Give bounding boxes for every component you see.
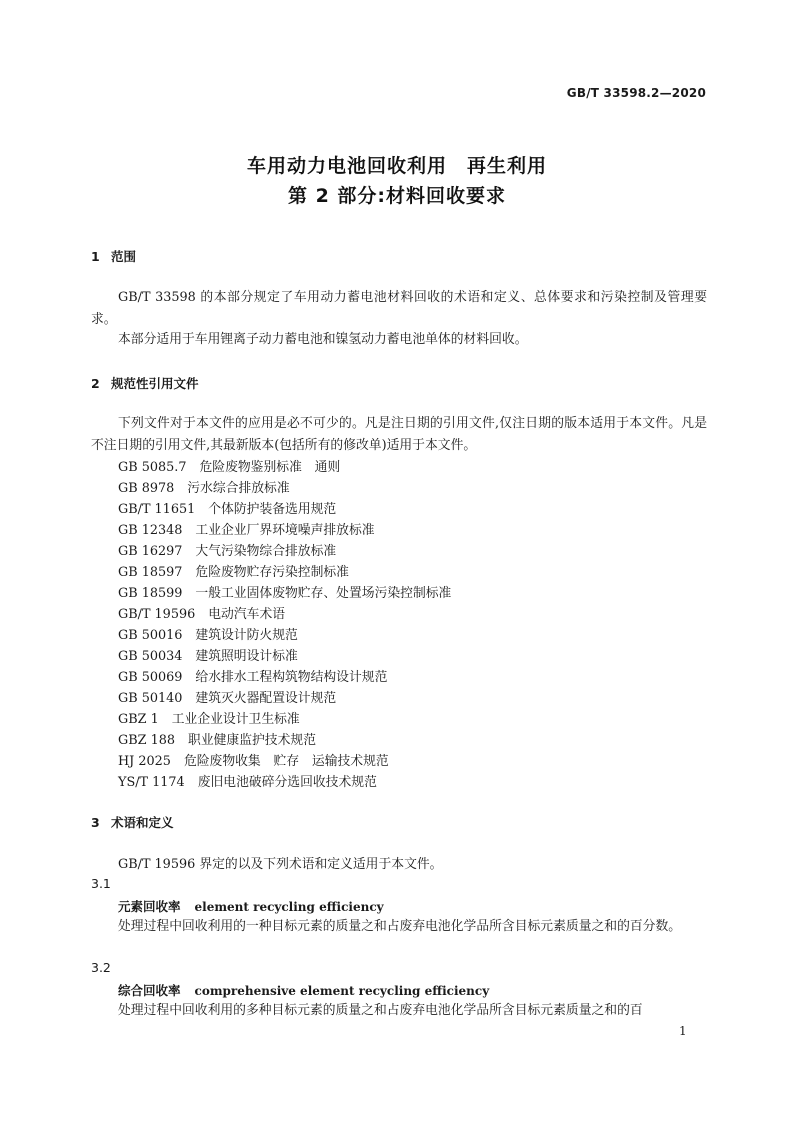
- reference-title: 电动汽车术语: [208, 607, 286, 622]
- reference-title: 工业企业设计卫生标准: [171, 712, 300, 727]
- term-definition: 处理过程中回收利用的多种目标元素的质量之和占废弃电池化学品所含目标元素质量之和的百: [118, 1003, 643, 1018]
- term-heading: [118, 981, 489, 999]
- reference-title: 危险废物贮存污染控制标准: [195, 565, 349, 580]
- reference-title: 一般工业固体废物贮存、处置场污染控制标准: [195, 586, 452, 601]
- reference-title: 职业健康监护技术规范: [188, 733, 316, 748]
- reference-title: 危险废物收集 贮存 运输技术规范: [183, 754, 389, 769]
- reference-item: [118, 771, 377, 790]
- reference-item: [118, 540, 336, 559]
- reference-code: GB 18599: [118, 586, 183, 601]
- reference-title: 大气污染物综合排放标准: [195, 544, 337, 559]
- reference-code: GB 50016: [118, 628, 183, 643]
- reference-code: GB/T 11651: [118, 502, 196, 517]
- section-2-heading: [91, 374, 199, 392]
- reference-item: [118, 645, 298, 664]
- reference-code: GB 50069: [118, 670, 183, 685]
- page-number: 1: [679, 1024, 687, 1038]
- reference-item: [118, 582, 451, 601]
- reference-item: [118, 603, 285, 622]
- reference-title: 污水综合排放标准: [187, 481, 290, 496]
- term-english: element recycling efficiency: [194, 900, 384, 914]
- section-number: 3: [91, 815, 100, 830]
- reference-title: 废旧电池破碎分选回收技术规范: [197, 775, 377, 790]
- section-2-intro: 下列文件对于本文件的应用是必不可少的。凡是注日期的引用文件,仅注日期的版本适用于本文件。凡是不注日期的引用文件,其最新版本(包括所有的修改单)适用于本文件。: [91, 416, 707, 453]
- reference-title: 危险废物鉴别标准 通则: [199, 460, 341, 475]
- section-title: 范围: [111, 249, 137, 264]
- standard-number: GB/T 33598.2—2020: [566, 86, 706, 100]
- section-3-heading: [91, 813, 174, 831]
- term-chinese: 元素回收率: [118, 899, 181, 914]
- reference-code: GB 8978: [118, 481, 175, 496]
- reference-item: [118, 519, 375, 538]
- reference-item: [118, 708, 300, 727]
- term-definition: 处理过程中回收利用的一种目标元素的质量之和占废弃电池化学品所含目标元素质量之和的百分数。: [118, 919, 682, 934]
- document-title-line1: 车用动力电池回收利用 再生利用: [246, 155, 547, 177]
- section-number: 2: [91, 376, 100, 391]
- reference-title: 建筑灭火器配置设计规范: [195, 691, 337, 706]
- section-3-intro: GB/T 19596 界定的以及下列术语和定义适用于本文件。: [118, 857, 443, 872]
- reference-item: [118, 498, 336, 517]
- reference-code: HJ 2025: [118, 754, 171, 769]
- section-title: 术语和定义: [111, 815, 174, 830]
- document-title-line2: 第 2 部分:材料回收要求: [287, 185, 507, 207]
- section-title: 规范性引用文件: [111, 376, 199, 391]
- term-english: comprehensive element recycling efficiency: [194, 984, 490, 998]
- reference-item: [118, 561, 349, 580]
- term-chinese: 综合回收率: [118, 983, 181, 998]
- reference-item: [118, 477, 290, 496]
- term-heading: [118, 897, 384, 915]
- reference-item: [118, 750, 389, 769]
- reference-item: [118, 729, 316, 748]
- reference-item: [118, 687, 336, 706]
- reference-code: GB 50140: [118, 691, 183, 706]
- reference-code: YS/T 1174: [118, 775, 185, 790]
- reference-code: GB 50034: [118, 649, 183, 664]
- reference-title: 建筑设计防火规范: [195, 628, 298, 643]
- reference-code: GB 18597: [118, 565, 183, 580]
- section-number: 1: [91, 249, 100, 264]
- reference-code: GBZ 1: [118, 712, 159, 727]
- section-1-paragraph-1: GB/T 33598 的本部分规定了车用动力蓄电池材料回收的术语和定义、总体要求和污染控制及管理要求。: [91, 290, 707, 327]
- reference-title: 给水排水工程构筑物结构设计规范: [195, 670, 388, 685]
- reference-item: [118, 456, 340, 475]
- reference-code: GB 12348: [118, 523, 183, 538]
- reference-code: GBZ 188: [118, 733, 176, 748]
- reference-code: GB 5085.7: [118, 460, 187, 475]
- reference-item: [118, 624, 298, 643]
- reference-title: 建筑照明设计标准: [195, 649, 298, 664]
- reference-title: 工业企业厂界环境噪声排放标准: [195, 523, 375, 538]
- section-1-heading: [91, 247, 136, 265]
- term-number: 3.1: [91, 876, 111, 891]
- reference-item: [118, 666, 387, 685]
- reference-code: GB/T 19596: [118, 607, 196, 622]
- reference-title: 个体防护装备选用规范: [208, 502, 337, 517]
- term-number: 3.2: [91, 960, 111, 975]
- reference-code: GB 16297: [118, 544, 183, 559]
- section-1-paragraph-2: 本部分适用于车用锂离子动力蓄电池和镍氢动力蓄电池单体的材料回收。: [118, 332, 528, 347]
